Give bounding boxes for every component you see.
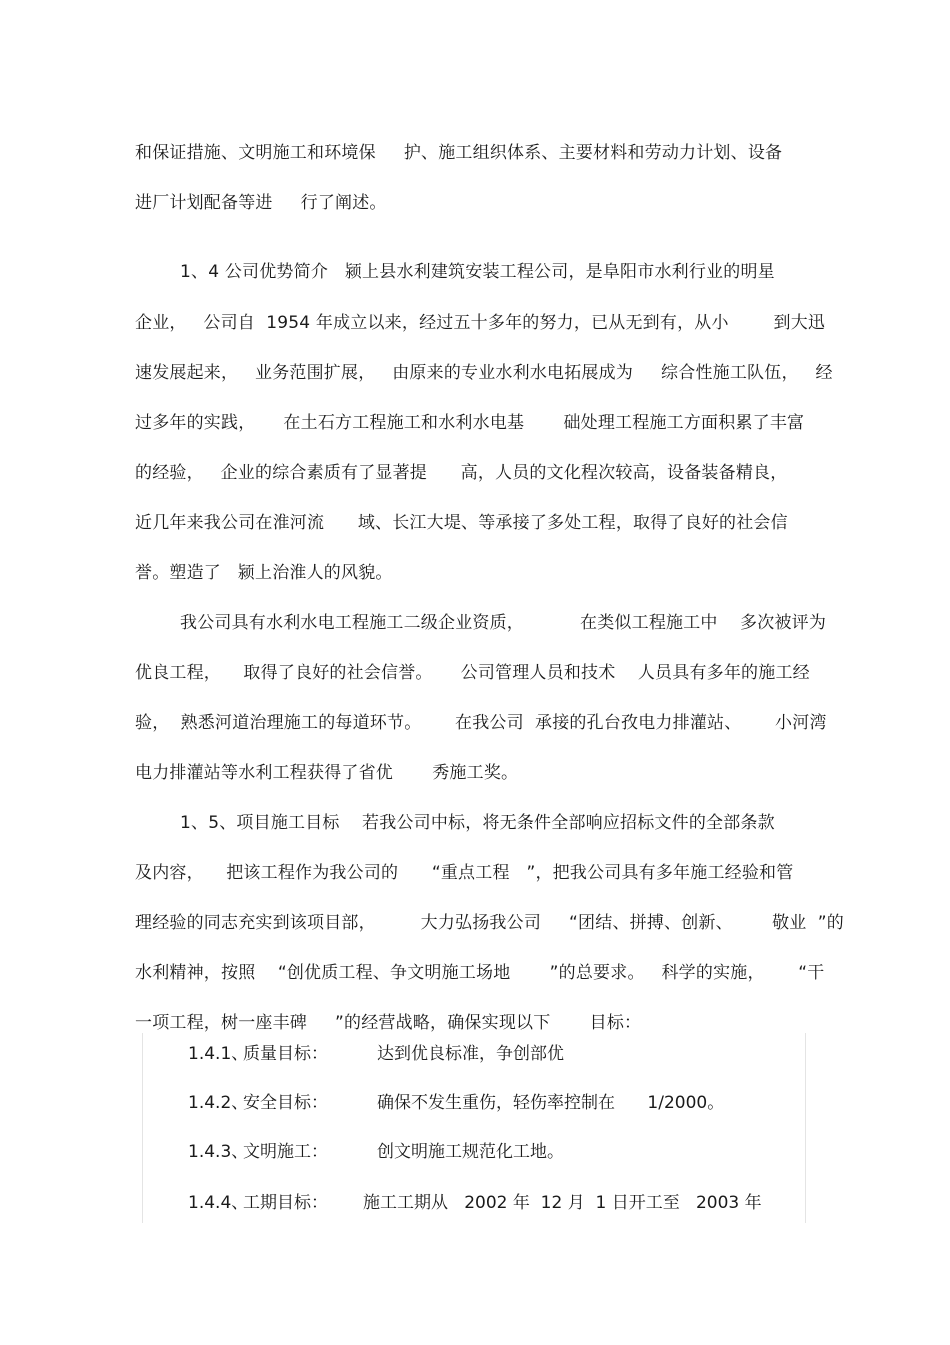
goal-number: 1.4.4、 bbox=[188, 1193, 249, 1213]
paragraph-line: 的经验， 企业的综合素质有了显著提 高，人员的文化程次较高，设备装备精良， bbox=[135, 463, 788, 483]
paragraph-line: 和保证措施、文明施工和环境保 护、施工组织体系、主要材料和劳动力计划、设备 bbox=[135, 143, 783, 163]
goal-value: 创文明施工规范化工地。 bbox=[377, 1142, 564, 1162]
paragraph-line: 水利精神，按照 “创优质工程、争文明施工场地 ”的总要求。 科学的实施， “干 bbox=[135, 963, 825, 983]
paragraph-line: 1、5、项目施工目标 若我公司中标，将无条件全部响应招标文件的全部条款 bbox=[180, 813, 775, 833]
paragraph-line: 电力排灌站等水利工程获得了省优 秀施工奖。 bbox=[135, 763, 519, 783]
paragraph-line: 1、4 公司优势简介 颍上县水利建筑安装工程公司，是阜阳市水利行业的明星 bbox=[180, 262, 775, 282]
goal-number: 1.4.1、 bbox=[188, 1044, 249, 1064]
goal-label: 安全目标： bbox=[243, 1093, 328, 1113]
paragraph-line: 验， 熟悉河道治理施工的每道环节。 在我公司 承接的孔台孜电力排灌站、 小河湾 bbox=[135, 713, 827, 733]
paragraph-line: 誉。塑造了 颍上治淮人的风貌。 bbox=[135, 563, 393, 583]
paragraph-line: 进厂计划配备等进 行了阐述。 bbox=[135, 193, 387, 213]
goal-number: 1.4.2、 bbox=[188, 1093, 249, 1113]
goal-row-civilized bbox=[143, 1141, 805, 1163]
goal-label: 工期目标： bbox=[243, 1193, 328, 1213]
goal-row-safety bbox=[143, 1092, 805, 1114]
paragraph-line: 一项工程，树一座丰碑 ”的经营战略，确保实现以下 目标： bbox=[135, 1013, 642, 1033]
paragraph-line: 我公司具有水利水电工程施工二级企业资质， 在类似工程施工中 多次被评为 bbox=[180, 613, 827, 633]
paragraph-line: 理经验的同志充实到该项目部， 大力弘扬我公司 “团结、拼搏、创新、 敬业 ”的 bbox=[135, 913, 844, 933]
paragraph-line: 近几年来我公司在淮河流 域、长江大堤、等承接了多处工程，取得了良好的社会信 bbox=[135, 513, 788, 533]
goal-row-schedule bbox=[143, 1192, 805, 1214]
goals-table bbox=[142, 1033, 806, 1223]
paragraph-line: 及内容， 把该工程作为我公司的 “重点工程 ”，把我公司具有多年施工经验和管 bbox=[135, 863, 794, 883]
goal-number: 1.4.3、 bbox=[188, 1142, 249, 1162]
paragraph-line: 企业， 公司自 1954 年成立以来，经过五十多年的努力，已从无到有，从小 到大迅 bbox=[135, 313, 826, 333]
goal-value: 达到优良标准，争创部优 bbox=[377, 1044, 564, 1064]
paragraph-line: 优良工程， 取得了良好的社会信誉。 公司管理人员和技术 人员具有多年的施工经 bbox=[135, 663, 810, 683]
paragraph-line: 过多年的实践， 在土石方工程施工和水利水电基 础处理工程施工方面积累了丰富 bbox=[135, 413, 805, 433]
goal-row-quality bbox=[143, 1043, 805, 1065]
paragraph-line: 速发展起来， 业务范围扩展， 由原来的专业水利水电拓展成为 综合性施工队伍， 经 bbox=[135, 363, 833, 383]
goal-value: 施工工期从 2002 年 12 月 1 日开工至 2003 年 bbox=[363, 1193, 762, 1213]
goal-label: 质量目标： bbox=[243, 1044, 328, 1064]
goal-value: 确保不发生重伤，轻伤率控制在 1/2000。 bbox=[377, 1093, 725, 1113]
goal-label: 文明施工： bbox=[243, 1142, 328, 1162]
